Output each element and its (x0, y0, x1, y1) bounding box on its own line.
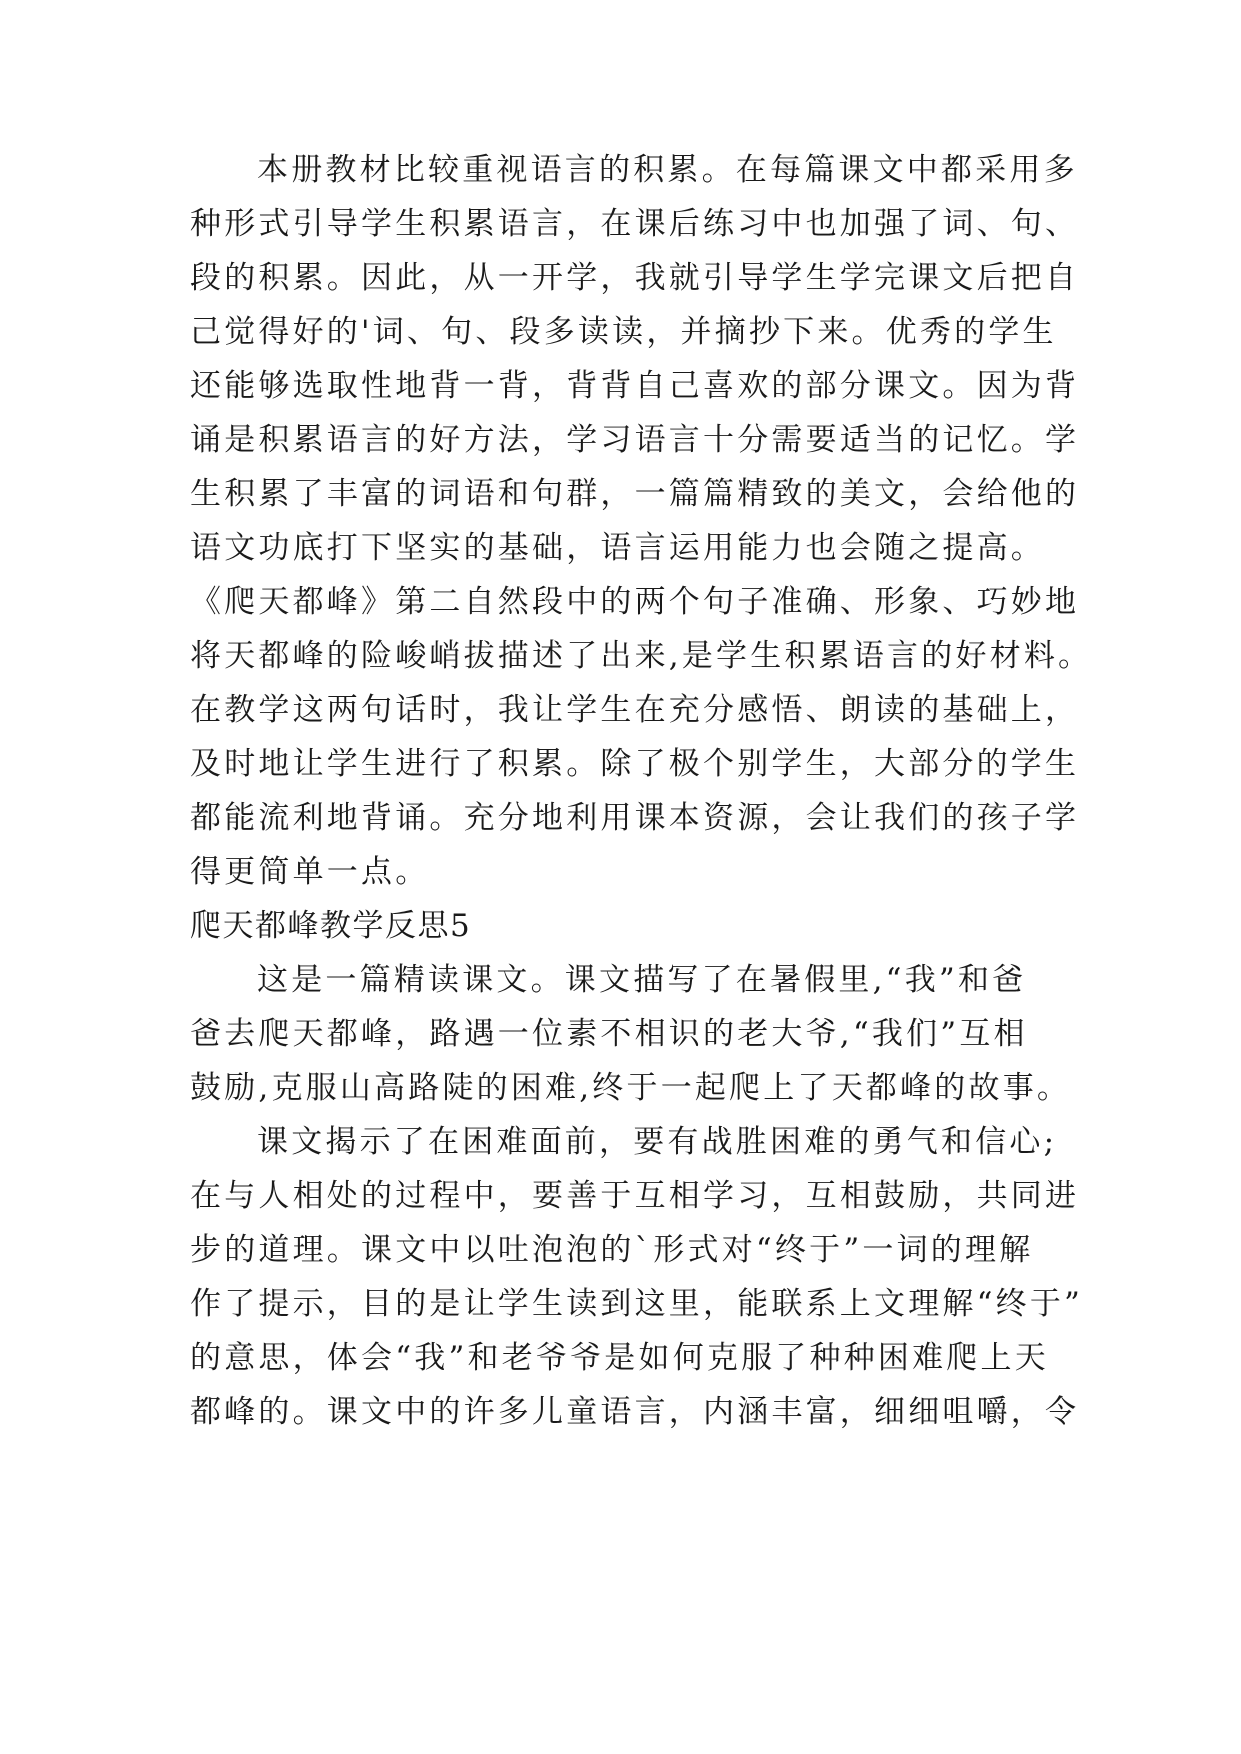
paragraph-3-line-6: 都峰的。课文中的许多儿童语言，内涵丰富，细细咀嚼，令 (190, 1394, 1080, 1430)
paragraph-3-line-4: 作了提示，目的是让学生读到这里，能联系上文理解“终于” (190, 1286, 1084, 1322)
paragraph-1-line-8: 语文功底打下坚实的基础，语言运用能力也会随之提高。 (190, 530, 1045, 566)
paragraph-1-line-12: 及时地让学生进行了积累。除了极个别学生，大部分的学生 (190, 746, 1080, 782)
paragraph-3-line-2: 在与人相处的过程中，要善于互相学习，互相鼓励，共同进 (190, 1178, 1080, 1214)
paragraph-3-line-1: 课文揭示了在困难面前，要有战胜困难的勇气和信心; (257, 1124, 1058, 1160)
paragraph-1-line-3: 段的积累。因此，从一开学，我就引导学生学完课文后把自 (190, 260, 1080, 296)
paragraph-3-line-3: 步的道理。课文中以吐泡泡的`形式对“终于”一词的理解 (190, 1232, 1034, 1268)
paragraph-1-line-13: 都能流利地背诵。充分地利用课本资源，会让我们的孩子学 (190, 800, 1080, 836)
paragraph-2-line-1: 这是一篇精读课文。课文描写了在暑假里,“我”和爸 (257, 962, 1027, 998)
paragraph-1-line-14: 得更简单一点。 (190, 854, 430, 890)
paragraph-1-line-9: 《爬天都峰》第二自然段中的两个句子准确、形象、巧妙地 (190, 584, 1080, 620)
paragraph-1-line-2: 种形式引导学生积累语言，在课后练习中也加强了词、句、 (190, 206, 1080, 242)
paragraph-1-line-1: 本册教材比较重视语言的积累。在每篇课文中都采用多 (257, 152, 1078, 188)
paragraph-1-line-5: 还能够选取性地背一背，背背自己喜欢的部分课文。因为背 (190, 368, 1080, 404)
paragraph-1-line-4: 己觉得好的'词、句、段多读读，并摘抄下来。优秀的学生 (190, 314, 1057, 350)
paragraph-2-line-2: 爸去爬天都峰，路遇一位素不相识的老大爷,“我们”互相 (190, 1016, 1028, 1052)
paragraph-1-line-7: 生积累了丰富的词语和句群，一篇篇精致的美文，会给他的 (190, 476, 1080, 512)
paragraph-2-line-3: 鼓励,克服山高路陡的困难,终于一起爬上了天都峰的故事。 (190, 1070, 1072, 1106)
section-heading: 爬天都峰教学反思5 (190, 908, 472, 944)
paragraph-1-line-10: 将天都峰的险峻峭拔描述了出来,是学生积累语言的好材料。 (190, 638, 1093, 674)
paragraph-1-line-11: 在教学这两句话时，我让学生在充分感悟、朗读的基础上， (190, 692, 1080, 728)
paragraph-1-line-6: 诵是积累语言的好方法，学习语言十分需要适当的记忆。学 (190, 422, 1080, 458)
paragraph-3-line-5: 的意思，体会“我”和老爷爷是如何克服了种种困难爬上天 (190, 1340, 1049, 1376)
